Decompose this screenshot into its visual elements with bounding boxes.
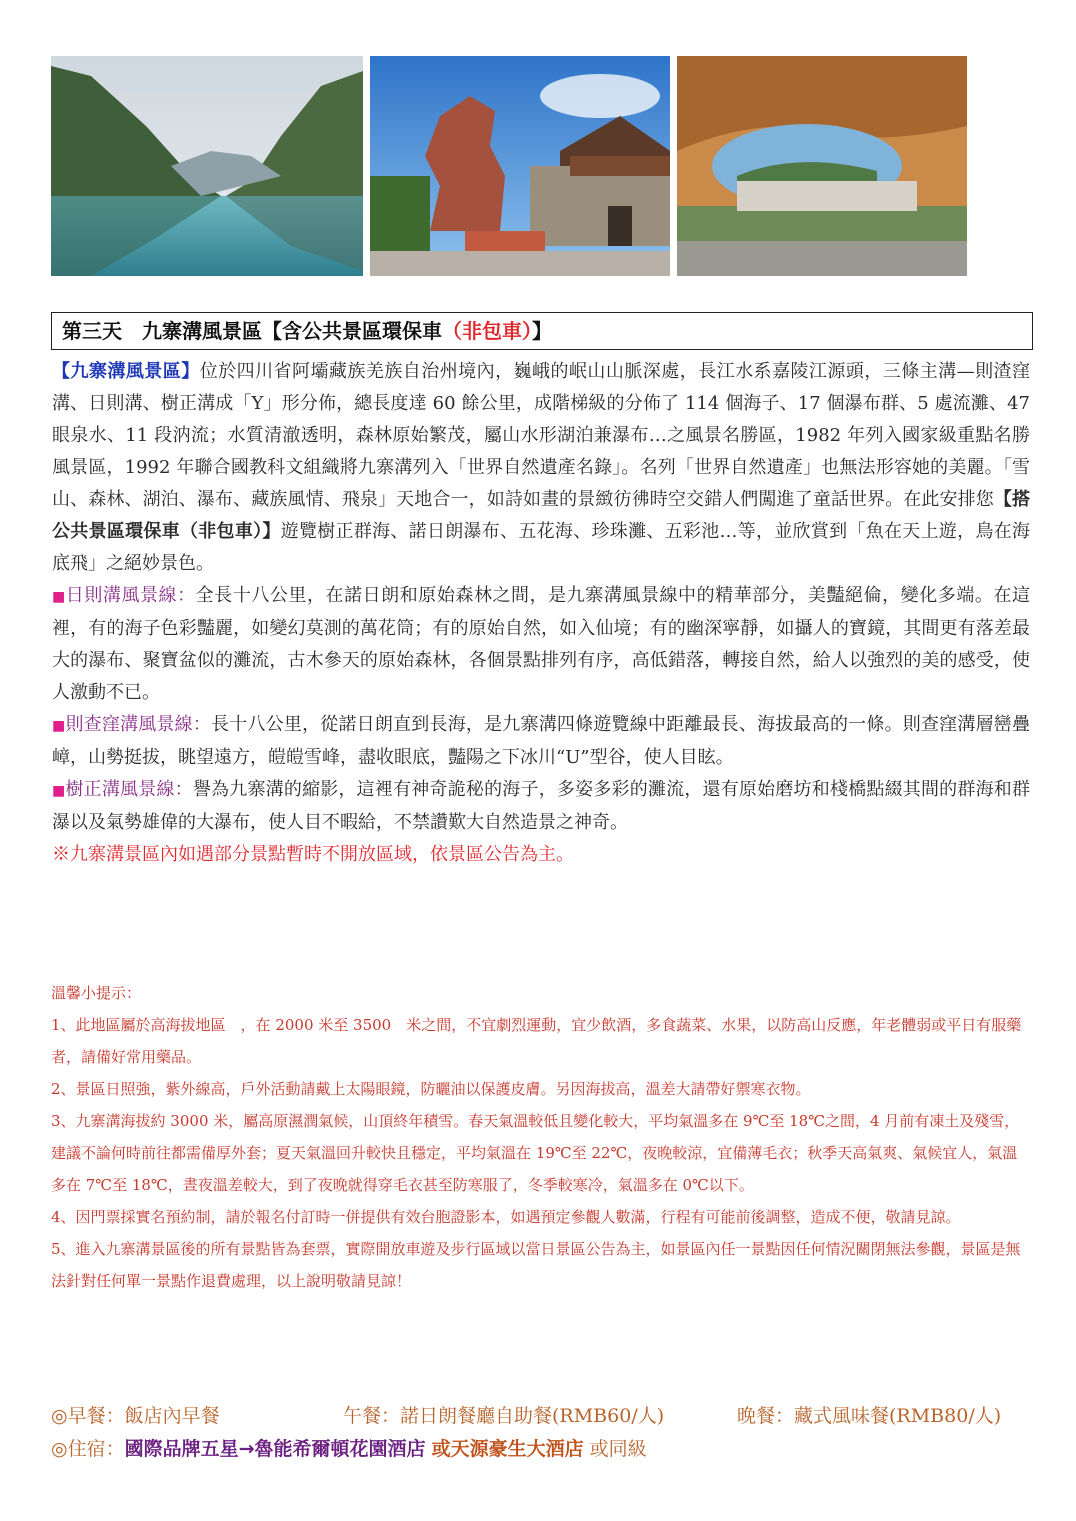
route-label: 則查窪溝風景線： xyxy=(65,714,212,735)
itinerary-body xyxy=(52,356,1030,871)
hotel-option-2: 或天源豪生大酒店 xyxy=(431,1438,584,1460)
intro-text-2: 遊覽樹正群海、諾日朗瀑布、五花海、珍珠灘、五彩池…等，並欣賞到「魚在天上遊，鳥在海底飛」之絕妙景色。 xyxy=(52,521,1031,574)
meals-section xyxy=(51,1400,1041,1466)
closure-notice: ※九寨溝景區內如遇部分景點暫時不開放區域，依景區公告為主。 xyxy=(52,844,574,865)
route-text: 長十八公里，從諾日朗直到長海，是九寨溝四條遊覽線中距離最長、海拔最高的一條。則查窪溝層巒疊嶂，山勢挺拔，眺望遠方，皚皚雪峰，盡收眼底，豔陽之下冰川“U”型谷，使人目眩。 xyxy=(52,714,1030,768)
hotel-option-1: 國際品牌五星→魯能希爾頓花園酒店 xyxy=(124,1438,426,1460)
route-bullet-icon: ■ xyxy=(52,718,66,734)
hotel-suffix: 或同級 xyxy=(589,1438,647,1460)
day-title xyxy=(51,312,1033,350)
hotel-row xyxy=(51,1433,1041,1466)
tip-item: 2、景區日照強，紫外線高，戶外活動請戴上太陽眼鏡，防曬油以保護皮膚。另因海拔高，溫差大請帶好禦寒衣物。 xyxy=(51,1080,811,1098)
lunch-info: 午餐：諾日朗餐廳自助餐(RMB60/人) xyxy=(343,1405,665,1427)
breakfast-info: ◎早餐：飯店內早餐 xyxy=(51,1405,220,1427)
hotel-label: ◎住宿： xyxy=(51,1438,125,1460)
route-text: 全長十八公里，在諾日朗和原始森林之間，是九寨溝風景線中的精華部分，美豔絕倫，變化多端。在這裡，有的海子色彩豔麗，如變幻莫測的萬花筒；有的原始自然，如入仙境；有的幽深寧靜，如攝人的寶鏡，其間更有落差最大的瀑布、聚寶盆似的灘流，古木參天的原始森林，各個景點排列有序，高低錯落，轉接自然，給人以強烈的美的感受，使人激動不已。 xyxy=(52,585,1030,703)
tip-item: 3、九寨溝海拔約 3000 米，屬高原濕潤氣候，山頂終年積雪。春天氣溫較低且變化較大，平均氣溫多在 9℃至 18℃之間，4 月前有凍土及殘雪，建議不論何時前往都需備厚外套；夏天氣溫回升較快且穩定，平均氣溫在 19℃至 22℃，夜晚較涼，宜備薄毛衣；秋季天高氣爽、氣候宜人，氣溫多在 7℃至 18℃，晝夜溫差較大，到了夜晚就得穿毛衣甚至防寒服了，冬季較寒冷，氣溫多在 0℃以下。 xyxy=(51,1112,1020,1194)
statue-gate-photo xyxy=(370,56,670,276)
day-title-highlight: （非包車） xyxy=(442,319,532,343)
route-paragraph xyxy=(52,580,1030,709)
intro-text-1: 位於四川省阿壩藏族羌族自治州境內，巍峨的岷山山脈深處，長江水系嘉陵江源頭，三條主溝—則渣窪溝、日則溝、樹正溝成「Y」形分佈，總長度達 60 餘公里，成階梯級的分佈了 114 個海子、17 個瀑布群、5 處流灘、47 眼泉水、11 段汭流；水質清澈透明，森林原始繁茂，屬山水形湖泊兼瀑布…之風景名勝區，1982 年列入國家級重點名勝風景區，1992 年聯合國教科文組織將九寨溝列入「世界自然遺產名錄」。名列「世界自然遺產」也無法形容她的美麗。「雪山、森林、湖泊、瀑布、藏族風情、飛泉」天地合一，如詩如畫的景緻彷彿時空交錯人們闖進了童話世界。在此安排您 xyxy=(52,361,1031,510)
route-label: 樹正溝風景線： xyxy=(65,779,193,800)
route-bullet-icon: ■ xyxy=(52,589,66,605)
tip-item: 4、因門票採實名預約制，請於報名付訂時一併提供有效台胞證影本，如遇預定參觀人數滿，行程有可能前後調整，造成不便，敬請見諒。 xyxy=(51,1208,961,1226)
tip-item: 1、此地區屬於高海拔地區 ，在 2000 米至 3500 米之間，不宜劇烈運動，宜少飲酒，多食蔬菜、水果，以防高山反應，年老體弱或平日有服藥者，請備好常用藥品。 xyxy=(51,1016,1022,1066)
route-paragraph xyxy=(52,774,1030,839)
intro-bold: 【搭公共景區環保車（非包車）】 xyxy=(52,489,1031,542)
route-text: 譽為九寨溝的縮影，這裡有神奇詭秘的海子，多姿多彩的灘流，還有原始磨坊和棧橋點綴其間的群海和群瀑以及氣勢雄偉的大瀑布，使人目不暇給，不禁讚歎大自然造景之神奇。 xyxy=(52,779,1030,833)
intro-paragraph xyxy=(52,356,1030,580)
tips-section xyxy=(51,977,1031,1297)
dinner-info: 晚餐：藏式風味餐(RMB80/人) xyxy=(737,1405,1002,1427)
route-paragraph xyxy=(52,709,1030,774)
intro-label: 【九寨溝風景區】 xyxy=(52,361,200,382)
lake-valley-photo xyxy=(51,56,363,276)
tips-title: 溫馨小提示： xyxy=(51,984,142,1002)
day-title-suffix: 】 xyxy=(532,319,552,343)
tip-item: 5、進入九寨溝景區後的所有景點皆為套票，實際開放車遊及步行區域以當日景區公告為主，如景區內任一景點因任何情況關閉無法參觀，景區是無法針對任何單一景點作退費處理，以上說明敬請見諒！ xyxy=(51,1240,1021,1290)
route-label: 日則溝風景線： xyxy=(65,585,196,606)
meals-row xyxy=(51,1400,1041,1433)
day-title-main: 第三天 九寨溝風景區【含公共景區環保車 xyxy=(62,319,442,343)
route-bullet-icon: ■ xyxy=(52,783,66,799)
visitor-center-photo xyxy=(677,56,967,276)
